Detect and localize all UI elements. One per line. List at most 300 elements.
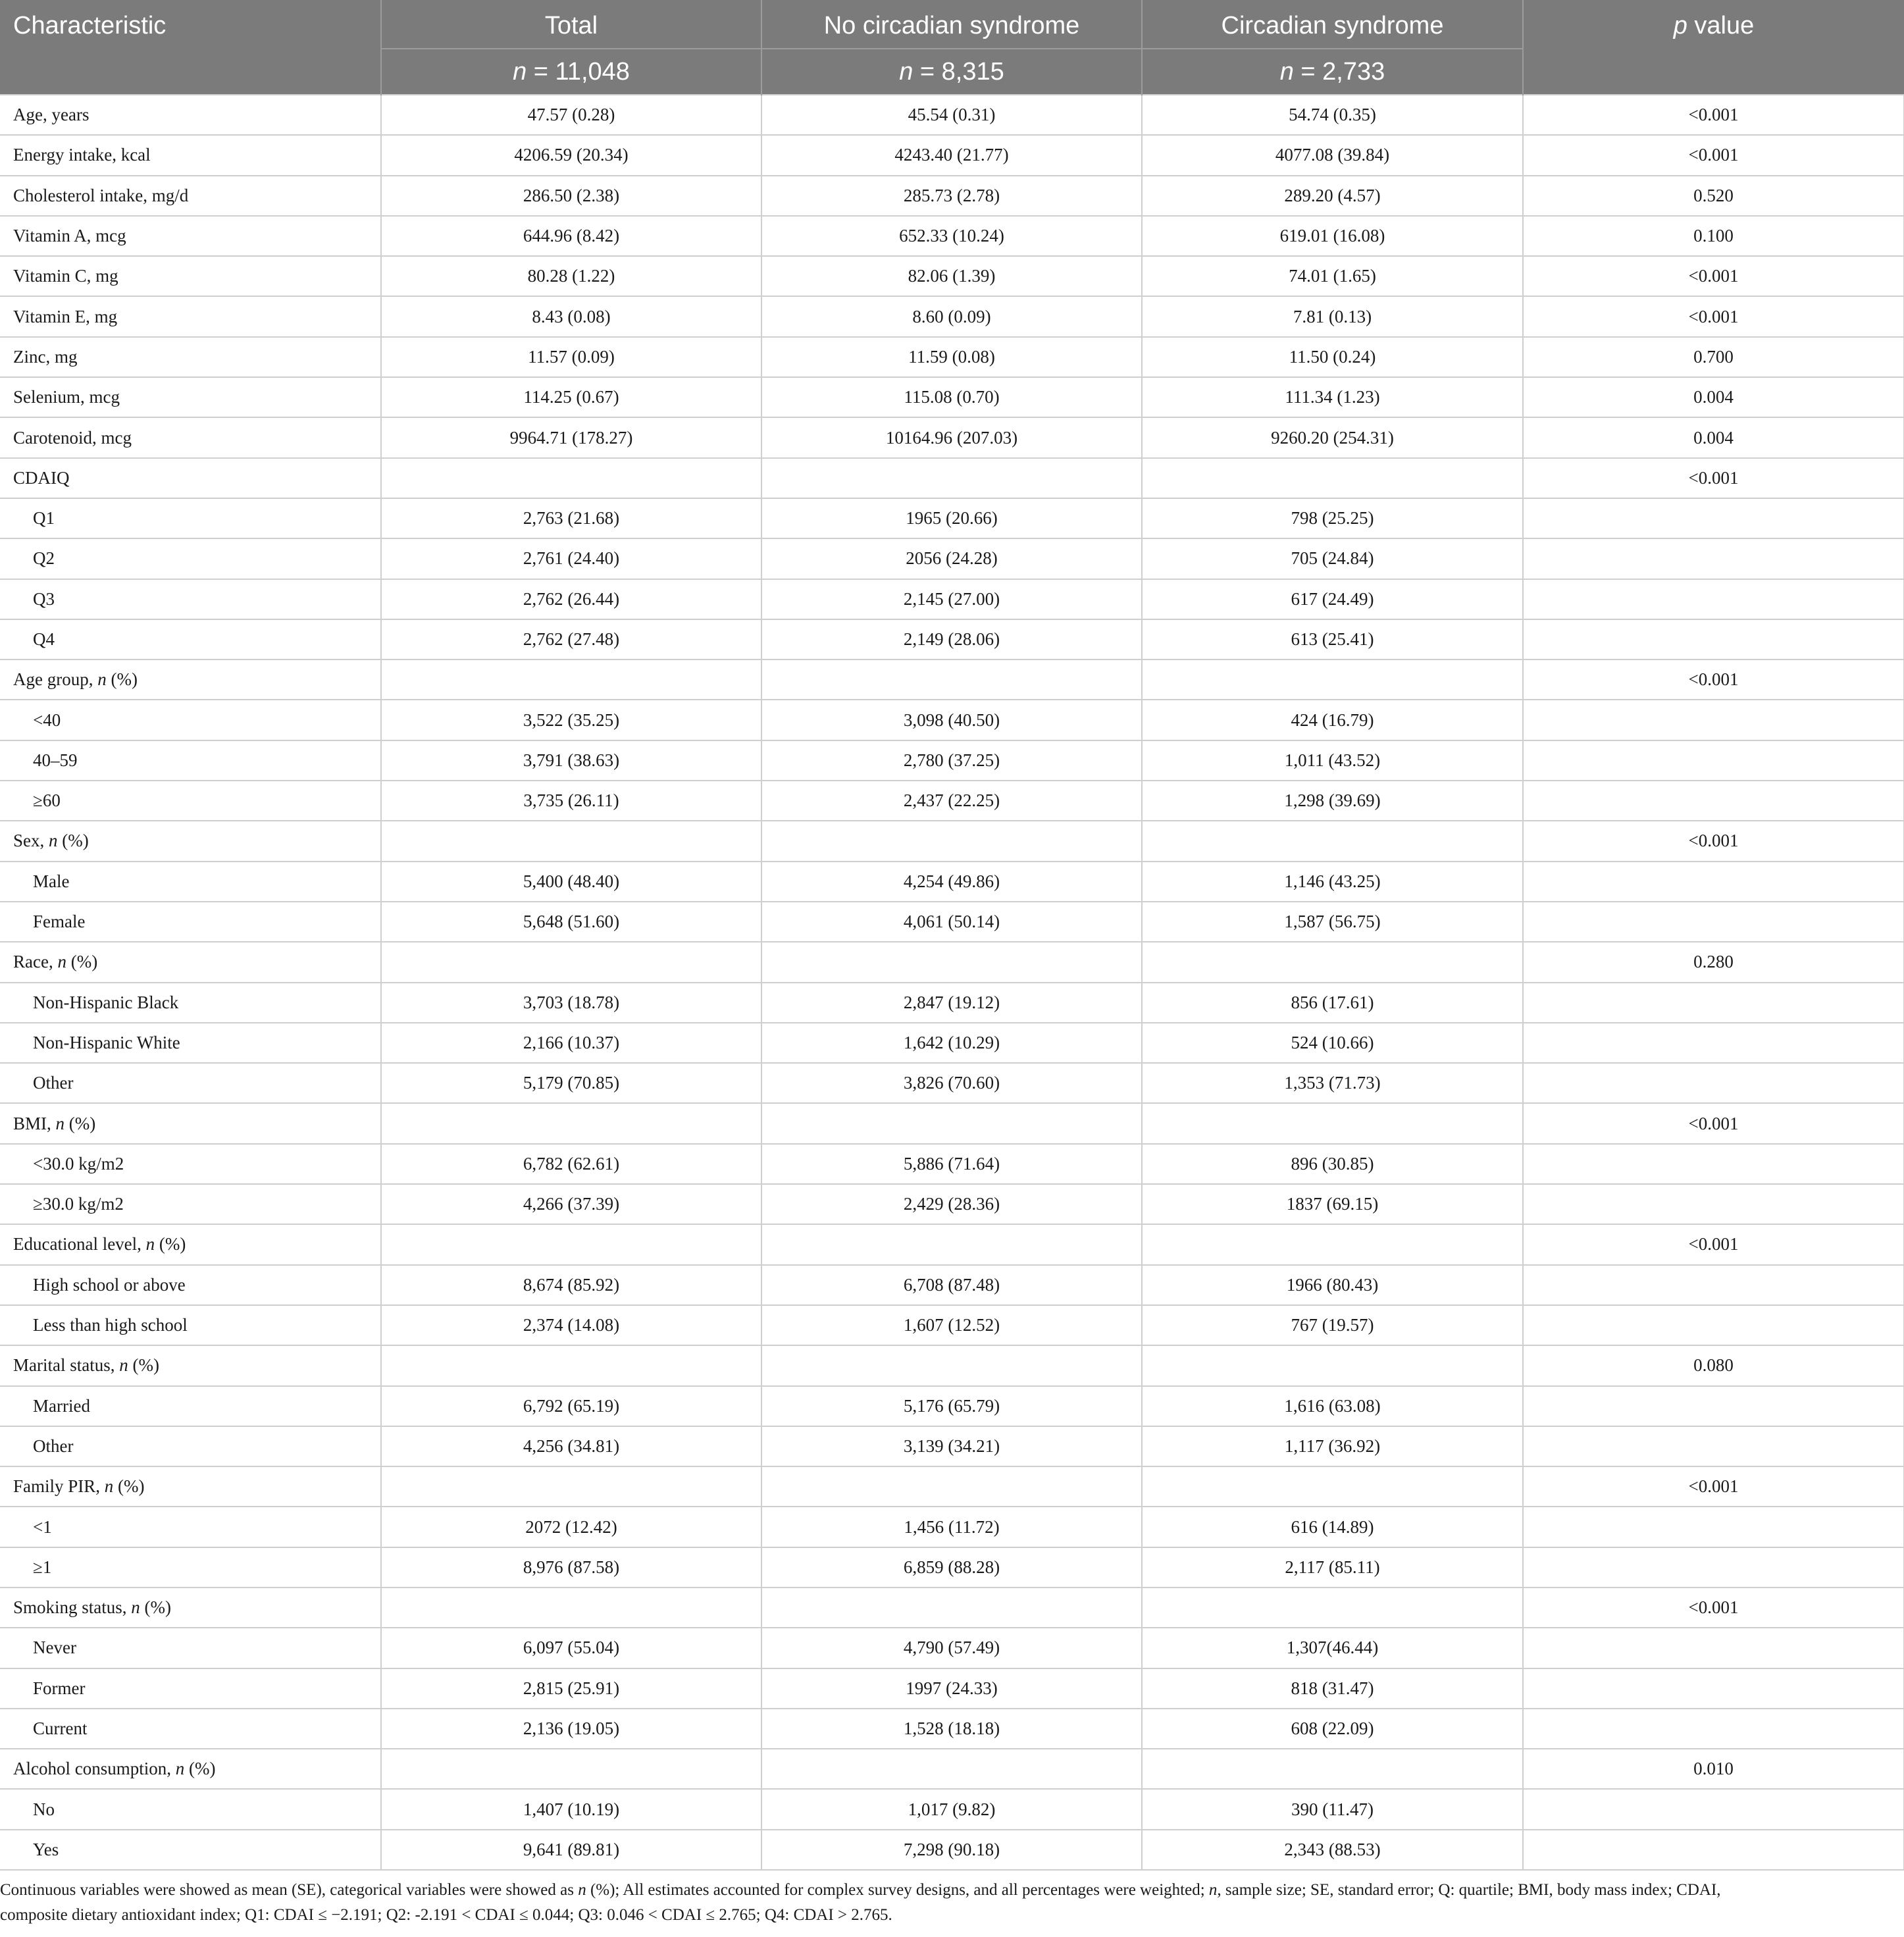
cell-total: 9964.71 (178.27) <box>381 417 761 457</box>
cell-total <box>381 659 761 700</box>
cell-circadian: 856 (17.61) <box>1142 983 1523 1023</box>
cell-no-circadian: 1,528 (18.18) <box>761 1709 1142 1749</box>
cell-p-value: <0.001 <box>1523 1224 1904 1264</box>
row-label-text: No <box>33 1799 55 1819</box>
row-label-suffix: (%) <box>57 831 89 851</box>
cell-p-value: <0.001 <box>1523 821 1904 861</box>
cell-no-circadian <box>761 458 1142 498</box>
row-label-text: Zinc, mg <box>13 346 78 367</box>
table-subrow <box>0 1023 1904 1063</box>
row-label <box>0 1547 381 1588</box>
table-row <box>0 659 1904 700</box>
row-label-italic-n: n <box>175 1759 185 1779</box>
subheader-no-circadian-n <box>761 49 1142 95</box>
footnote-text: composite dietary antioxidant index; Q1: CDAI ≤ −2.191; Q2: -2.191 < CDAI ≤ 0.044; Q3: 0.046 < CDAI ≤ 2.765; Q4: CDAI > 2.765. <box>0 1906 892 1924</box>
row-label-text: <40 <box>33 710 61 730</box>
table-subrow <box>0 1628 1904 1668</box>
row-label <box>0 1023 381 1063</box>
row-label <box>0 498 381 538</box>
table-row <box>0 296 1904 336</box>
cell-p-value <box>1523 1830 1904 1870</box>
row-label-text: Race, <box>13 952 58 972</box>
table-subrow <box>0 1709 1904 1749</box>
row-label <box>0 176 381 216</box>
cell-circadian: 111.34 (1.23) <box>1142 377 1523 417</box>
subheader-n-value: = 8,315 <box>913 57 1004 86</box>
cell-circadian: 1,146 (43.25) <box>1142 862 1523 902</box>
header-row <box>0 0 1904 49</box>
row-label-text: ≥1 <box>33 1557 52 1577</box>
cell-circadian <box>1142 1466 1523 1507</box>
table-body <box>0 95 1904 1870</box>
cell-total: 6,792 (65.19) <box>381 1386 761 1426</box>
footnote-text: (%); All estimates accounted for complex survey designs, and all percentages were weighted; <box>586 1881 1209 1899</box>
table-row <box>0 1466 1904 1507</box>
cell-total: 5,400 (48.40) <box>381 862 761 902</box>
subheader-row <box>0 49 1904 95</box>
cell-p-value <box>1523 498 1904 538</box>
table-row <box>0 821 1904 861</box>
row-label-text: Current <box>33 1718 88 1739</box>
row-label <box>0 377 381 417</box>
subheader-blank <box>0 49 381 95</box>
row-label-text: Male <box>33 871 70 891</box>
row-label-italic-n: n <box>104 1476 114 1497</box>
subheader-n-value: = 2,733 <box>1293 57 1385 86</box>
row-label <box>0 821 381 861</box>
cell-circadian: 1,117 (36.92) <box>1142 1426 1523 1466</box>
cell-circadian: 798 (25.25) <box>1142 498 1523 538</box>
cell-total: 2,374 (14.08) <box>381 1305 761 1345</box>
cell-p-value: <0.001 <box>1523 95 1904 135</box>
table-row <box>0 1588 1904 1628</box>
cell-p-value: 0.280 <box>1523 942 1904 982</box>
table-subrow <box>0 1830 1904 1870</box>
row-label <box>0 579 381 619</box>
row-label-italic-n: n <box>57 952 66 972</box>
cell-total: 8,976 (87.58) <box>381 1547 761 1588</box>
cell-no-circadian <box>761 821 1142 861</box>
row-label-suffix: (%) <box>113 1476 145 1497</box>
table-subrow <box>0 740 1904 781</box>
table-subrow <box>0 1386 1904 1426</box>
table-row <box>0 377 1904 417</box>
cell-total: 2,166 (10.37) <box>381 1023 761 1063</box>
row-label-text: CDAIQ <box>13 467 70 488</box>
table-row <box>0 1103 1904 1143</box>
row-label-italic-n: n <box>97 669 107 690</box>
row-label <box>0 740 381 781</box>
row-label-text: Other <box>33 1435 74 1456</box>
header-p-rest: value <box>1687 12 1755 39</box>
row-label-text: Female <box>33 912 86 932</box>
cell-p-value <box>1523 579 1904 619</box>
cell-circadian: 1,353 (71.73) <box>1142 1063 1523 1103</box>
cell-circadian <box>1142 942 1523 982</box>
cell-p-value <box>1523 1789 1904 1829</box>
cell-p-value <box>1523 1709 1904 1749</box>
cell-circadian: 613 (25.41) <box>1142 619 1523 659</box>
cell-total: 5,179 (70.85) <box>381 1063 761 1103</box>
cell-circadian: 608 (22.09) <box>1142 1709 1523 1749</box>
row-label-suffix: (%) <box>64 1113 96 1133</box>
row-label <box>0 862 381 902</box>
row-label-text: Yes <box>33 1839 59 1859</box>
cell-circadian: 524 (10.66) <box>1142 1023 1523 1063</box>
cell-no-circadian: 6,708 (87.48) <box>761 1265 1142 1305</box>
cell-p-value <box>1523 983 1904 1023</box>
row-label-text: Educational level, <box>13 1234 146 1254</box>
table-subrow <box>0 619 1904 659</box>
cell-total: 286.50 (2.38) <box>381 176 761 216</box>
row-label <box>0 942 381 982</box>
cell-total: 114.25 (0.67) <box>381 377 761 417</box>
cell-circadian: 9260.20 (254.31) <box>1142 417 1523 457</box>
table-row <box>0 176 1904 216</box>
cell-circadian: 617 (24.49) <box>1142 579 1523 619</box>
table-row <box>0 417 1904 457</box>
cell-no-circadian: 1,456 (11.72) <box>761 1507 1142 1547</box>
cell-circadian <box>1142 1588 1523 1628</box>
cell-no-circadian: 6,859 (88.28) <box>761 1547 1142 1588</box>
row-label-text: Marital status, <box>13 1355 120 1376</box>
row-label <box>0 983 381 1023</box>
cell-circadian: 1837 (69.15) <box>1142 1184 1523 1224</box>
row-label <box>0 1103 381 1143</box>
row-label-text: <1 <box>33 1516 52 1537</box>
cell-total: 8.43 (0.08) <box>381 296 761 336</box>
cell-p-value: 0.010 <box>1523 1749 1904 1789</box>
table-subrow <box>0 498 1904 538</box>
row-label-text: Age, years <box>13 105 90 125</box>
cell-total: 2072 (12.42) <box>381 1507 761 1547</box>
cell-no-circadian: 1,017 (9.82) <box>761 1789 1142 1829</box>
cell-circadian: 818 (31.47) <box>1142 1668 1523 1709</box>
row-label-text: Sex, <box>13 831 49 851</box>
subheader-n-value: = 11,048 <box>527 57 630 86</box>
cell-p-value <box>1523 1063 1904 1103</box>
cell-no-circadian: 2,149 (28.06) <box>761 619 1142 659</box>
table-subrow <box>0 1547 1904 1588</box>
cell-circadian: 289.20 (4.57) <box>1142 176 1523 216</box>
row-label-suffix: (%) <box>128 1355 159 1376</box>
cell-no-circadian: 1,642 (10.29) <box>761 1023 1142 1063</box>
cell-no-circadian: 3,139 (34.21) <box>761 1426 1142 1466</box>
table-subrow <box>0 1144 1904 1184</box>
cell-p-value <box>1523 781 1904 821</box>
cell-total: 3,735 (26.11) <box>381 781 761 821</box>
cell-no-circadian: 1997 (24.33) <box>761 1668 1142 1709</box>
row-label <box>0 659 381 700</box>
cell-p-value: <0.001 <box>1523 1103 1904 1143</box>
cell-p-value: <0.001 <box>1523 659 1904 700</box>
cell-total <box>381 1345 761 1385</box>
header-total: Total <box>381 0 761 49</box>
cell-p-value: <0.001 <box>1523 256 1904 296</box>
cell-no-circadian <box>761 1466 1142 1507</box>
cell-circadian <box>1142 659 1523 700</box>
cell-no-circadian: 1,607 (12.52) <box>761 1305 1142 1345</box>
row-label <box>0 1668 381 1709</box>
row-label-text: Q2 <box>33 548 55 569</box>
cell-no-circadian: 8.60 (0.09) <box>761 296 1142 336</box>
cell-no-circadian: 45.54 (0.31) <box>761 95 1142 135</box>
cell-total: 47.57 (0.28) <box>381 95 761 135</box>
row-label-text: Non-Hispanic White <box>33 1032 180 1052</box>
header-p-value <box>1523 0 1904 49</box>
cell-total: 2,762 (26.44) <box>381 579 761 619</box>
row-label-suffix: (%) <box>66 952 98 972</box>
row-label <box>0 902 381 942</box>
table-subrow <box>0 1507 1904 1547</box>
cell-circadian: 11.50 (0.24) <box>1142 337 1523 377</box>
cell-total <box>381 1588 761 1628</box>
cell-total: 2,762 (27.48) <box>381 619 761 659</box>
cell-circadian: 7.81 (0.13) <box>1142 296 1523 336</box>
row-label-italic-n: n <box>49 831 58 851</box>
row-label-text: Energy intake, kcal <box>13 145 151 165</box>
cell-total: 8,674 (85.92) <box>381 1265 761 1305</box>
cell-no-circadian <box>761 1749 1142 1789</box>
header-no-circadian-syndrome: No circadian syndrome <box>761 0 1142 49</box>
row-label-text: Family PIR, <box>13 1476 105 1497</box>
table-header <box>0 0 1904 95</box>
cell-circadian: 74.01 (1.65) <box>1142 256 1523 296</box>
cell-total: 6,782 (62.61) <box>381 1144 761 1184</box>
subheader-n-italic: n <box>899 57 913 86</box>
table-subrow <box>0 1063 1904 1103</box>
row-label-text: Q4 <box>33 629 55 649</box>
cell-p-value <box>1523 1547 1904 1588</box>
row-label-text: ≥30.0 kg/m2 <box>33 1194 124 1214</box>
table-subrow <box>0 983 1904 1023</box>
cell-total: 644.96 (8.42) <box>381 216 761 256</box>
cell-p-value <box>1523 1305 1904 1345</box>
cell-total: 3,522 (35.25) <box>381 700 761 740</box>
table-row <box>0 95 1904 135</box>
cell-no-circadian: 82.06 (1.39) <box>761 256 1142 296</box>
row-label <box>0 458 381 498</box>
cell-p-value <box>1523 1386 1904 1426</box>
cell-no-circadian: 115.08 (0.70) <box>761 377 1142 417</box>
cell-circadian: 896 (30.85) <box>1142 1144 1523 1184</box>
cell-p-value: <0.001 <box>1523 296 1904 336</box>
cell-p-value: <0.001 <box>1523 1588 1904 1628</box>
cell-no-circadian: 5,886 (71.64) <box>761 1144 1142 1184</box>
row-label-text: <30.0 kg/m2 <box>33 1153 124 1174</box>
cell-total <box>381 1224 761 1264</box>
row-label-text: Other <box>33 1073 74 1093</box>
row-label <box>0 1426 381 1466</box>
row-label <box>0 1305 381 1345</box>
cell-total: 4,266 (37.39) <box>381 1184 761 1224</box>
row-label <box>0 1345 381 1385</box>
header-p-italic: p <box>1673 12 1687 39</box>
row-label <box>0 296 381 336</box>
cell-p-value: <0.001 <box>1523 1466 1904 1507</box>
row-label-text: Q3 <box>33 588 55 609</box>
cell-p-value <box>1523 1023 1904 1063</box>
cell-circadian: 424 (16.79) <box>1142 700 1523 740</box>
row-label <box>0 1063 381 1103</box>
cell-no-circadian <box>761 1345 1142 1385</box>
cell-circadian: 2,117 (85.11) <box>1142 1547 1523 1588</box>
table-row <box>0 337 1904 377</box>
row-label-text: Alcohol consumption, <box>13 1759 176 1779</box>
row-label-text: Vitamin C, mg <box>13 266 118 286</box>
row-label-text: Q1 <box>33 508 55 529</box>
table-subrow <box>0 579 1904 619</box>
table-subrow <box>0 1305 1904 1345</box>
cell-circadian <box>1142 821 1523 861</box>
subheader-n-italic: n <box>513 57 527 86</box>
cell-p-value: 0.700 <box>1523 337 1904 377</box>
cell-circadian: 619.01 (16.08) <box>1142 216 1523 256</box>
row-label <box>0 619 381 659</box>
cell-no-circadian: 2,429 (28.36) <box>761 1184 1142 1224</box>
cell-circadian <box>1142 1749 1523 1789</box>
table-subrow <box>0 1789 1904 1829</box>
table-subrow <box>0 1265 1904 1305</box>
cell-total <box>381 821 761 861</box>
cell-no-circadian <box>761 1103 1142 1143</box>
cell-no-circadian: 3,098 (40.50) <box>761 700 1142 740</box>
cell-circadian: 2,343 (88.53) <box>1142 1830 1523 1870</box>
row-label-suffix: (%) <box>184 1759 216 1779</box>
cell-no-circadian: 2,145 (27.00) <box>761 579 1142 619</box>
row-label <box>0 95 381 135</box>
row-label-text: Never <box>33 1638 76 1658</box>
cell-p-value <box>1523 1628 1904 1668</box>
row-label-text: Selenium, mcg <box>13 387 120 407</box>
cell-p-value: <0.001 <box>1523 458 1904 498</box>
row-label <box>0 135 381 175</box>
cell-circadian: 4077.08 (39.84) <box>1142 135 1523 175</box>
row-label-text: Carotenoid, mcg <box>13 427 132 448</box>
row-label-italic-n: n <box>55 1113 65 1133</box>
cell-circadian: 1,298 (39.69) <box>1142 781 1523 821</box>
cell-circadian <box>1142 1345 1523 1385</box>
row-label <box>0 337 381 377</box>
cell-no-circadian: 3,826 (70.60) <box>761 1063 1142 1103</box>
cell-p-value <box>1523 1265 1904 1305</box>
table-row <box>0 1224 1904 1264</box>
cell-circadian: 705 (24.84) <box>1142 538 1523 579</box>
row-label-text: 40–59 <box>33 750 78 770</box>
table-subrow <box>0 700 1904 740</box>
cell-p-value: 0.004 <box>1523 417 1904 457</box>
table-subrow <box>0 1426 1904 1466</box>
row-label-text: Married <box>33 1395 90 1416</box>
row-label-text: Non-Hispanic Black <box>33 992 179 1012</box>
table-row <box>0 942 1904 982</box>
row-label-suffix: (%) <box>106 669 138 690</box>
cell-no-circadian: 285.73 (2.78) <box>761 176 1142 216</box>
row-label <box>0 256 381 296</box>
row-label <box>0 1144 381 1184</box>
cell-total: 80.28 (1.22) <box>381 256 761 296</box>
cell-no-circadian: 1965 (20.66) <box>761 498 1142 538</box>
row-label <box>0 1709 381 1749</box>
row-label-suffix: (%) <box>155 1234 186 1254</box>
row-label <box>0 1628 381 1668</box>
subheader-circadian-n <box>1142 49 1523 95</box>
table-subrow <box>0 1668 1904 1709</box>
row-label <box>0 1749 381 1789</box>
row-label <box>0 1789 381 1829</box>
cell-p-value: <0.001 <box>1523 135 1904 175</box>
cell-circadian: 1,307(46.44) <box>1142 1628 1523 1668</box>
cell-no-circadian: 11.59 (0.08) <box>761 337 1142 377</box>
cell-p-value <box>1523 538 1904 579</box>
cell-no-circadian: 2056 (24.28) <box>761 538 1142 579</box>
cell-total: 11.57 (0.09) <box>381 337 761 377</box>
table-subrow <box>0 781 1904 821</box>
cell-no-circadian: 7,298 (90.18) <box>761 1830 1142 1870</box>
footnote-italic-n: n <box>1208 1881 1218 1899</box>
cell-no-circadian: 2,847 (19.12) <box>761 983 1142 1023</box>
cell-p-value <box>1523 902 1904 942</box>
cell-no-circadian: 4,254 (49.86) <box>761 862 1142 902</box>
row-label-italic-n: n <box>145 1234 155 1254</box>
row-label <box>0 1386 381 1426</box>
cell-total <box>381 1749 761 1789</box>
cell-total: 4206.59 (20.34) <box>381 135 761 175</box>
cell-p-value <box>1523 862 1904 902</box>
row-label <box>0 1224 381 1264</box>
cell-total: 2,763 (21.68) <box>381 498 761 538</box>
cell-circadian: 1966 (80.43) <box>1142 1265 1523 1305</box>
row-label-italic-n: n <box>131 1597 140 1618</box>
cell-total: 2,761 (24.40) <box>381 538 761 579</box>
row-label-text: BMI, <box>13 1113 56 1133</box>
cell-total <box>381 1466 761 1507</box>
row-label <box>0 417 381 457</box>
row-label <box>0 1507 381 1547</box>
cell-p-value <box>1523 1144 1904 1184</box>
cell-p-value <box>1523 619 1904 659</box>
cell-p-value <box>1523 1426 1904 1466</box>
cell-circadian <box>1142 1224 1523 1264</box>
cell-no-circadian: 4,790 (57.49) <box>761 1628 1142 1668</box>
row-label <box>0 1265 381 1305</box>
row-label-text: Less than high school <box>33 1315 188 1335</box>
table-row <box>0 256 1904 296</box>
cell-p-value <box>1523 1668 1904 1709</box>
table-subrow <box>0 538 1904 579</box>
cell-circadian: 1,011 (43.52) <box>1142 740 1523 781</box>
cell-total: 6,097 (55.04) <box>381 1628 761 1668</box>
cell-no-circadian <box>761 942 1142 982</box>
table-row <box>0 1345 1904 1385</box>
row-label-italic-n: n <box>119 1355 128 1376</box>
row-label <box>0 538 381 579</box>
cell-p-value <box>1523 700 1904 740</box>
row-label <box>0 781 381 821</box>
header-circadian-syndrome: Circadian syndrome <box>1142 0 1523 49</box>
cell-total: 5,648 (51.60) <box>381 902 761 942</box>
header-characteristic: Characteristic <box>0 0 381 49</box>
cell-p-value: 0.100 <box>1523 216 1904 256</box>
subheader-total-n <box>381 49 761 95</box>
cell-no-circadian: 5,176 (65.79) <box>761 1386 1142 1426</box>
table-footnote <box>0 1878 1882 1928</box>
cell-p-value: 0.080 <box>1523 1345 1904 1385</box>
cell-p-value: 0.004 <box>1523 377 1904 417</box>
row-label-text: Cholesterol intake, mg/d <box>13 185 189 205</box>
table-subrow <box>0 902 1904 942</box>
cell-circadian: 767 (19.57) <box>1142 1305 1523 1345</box>
